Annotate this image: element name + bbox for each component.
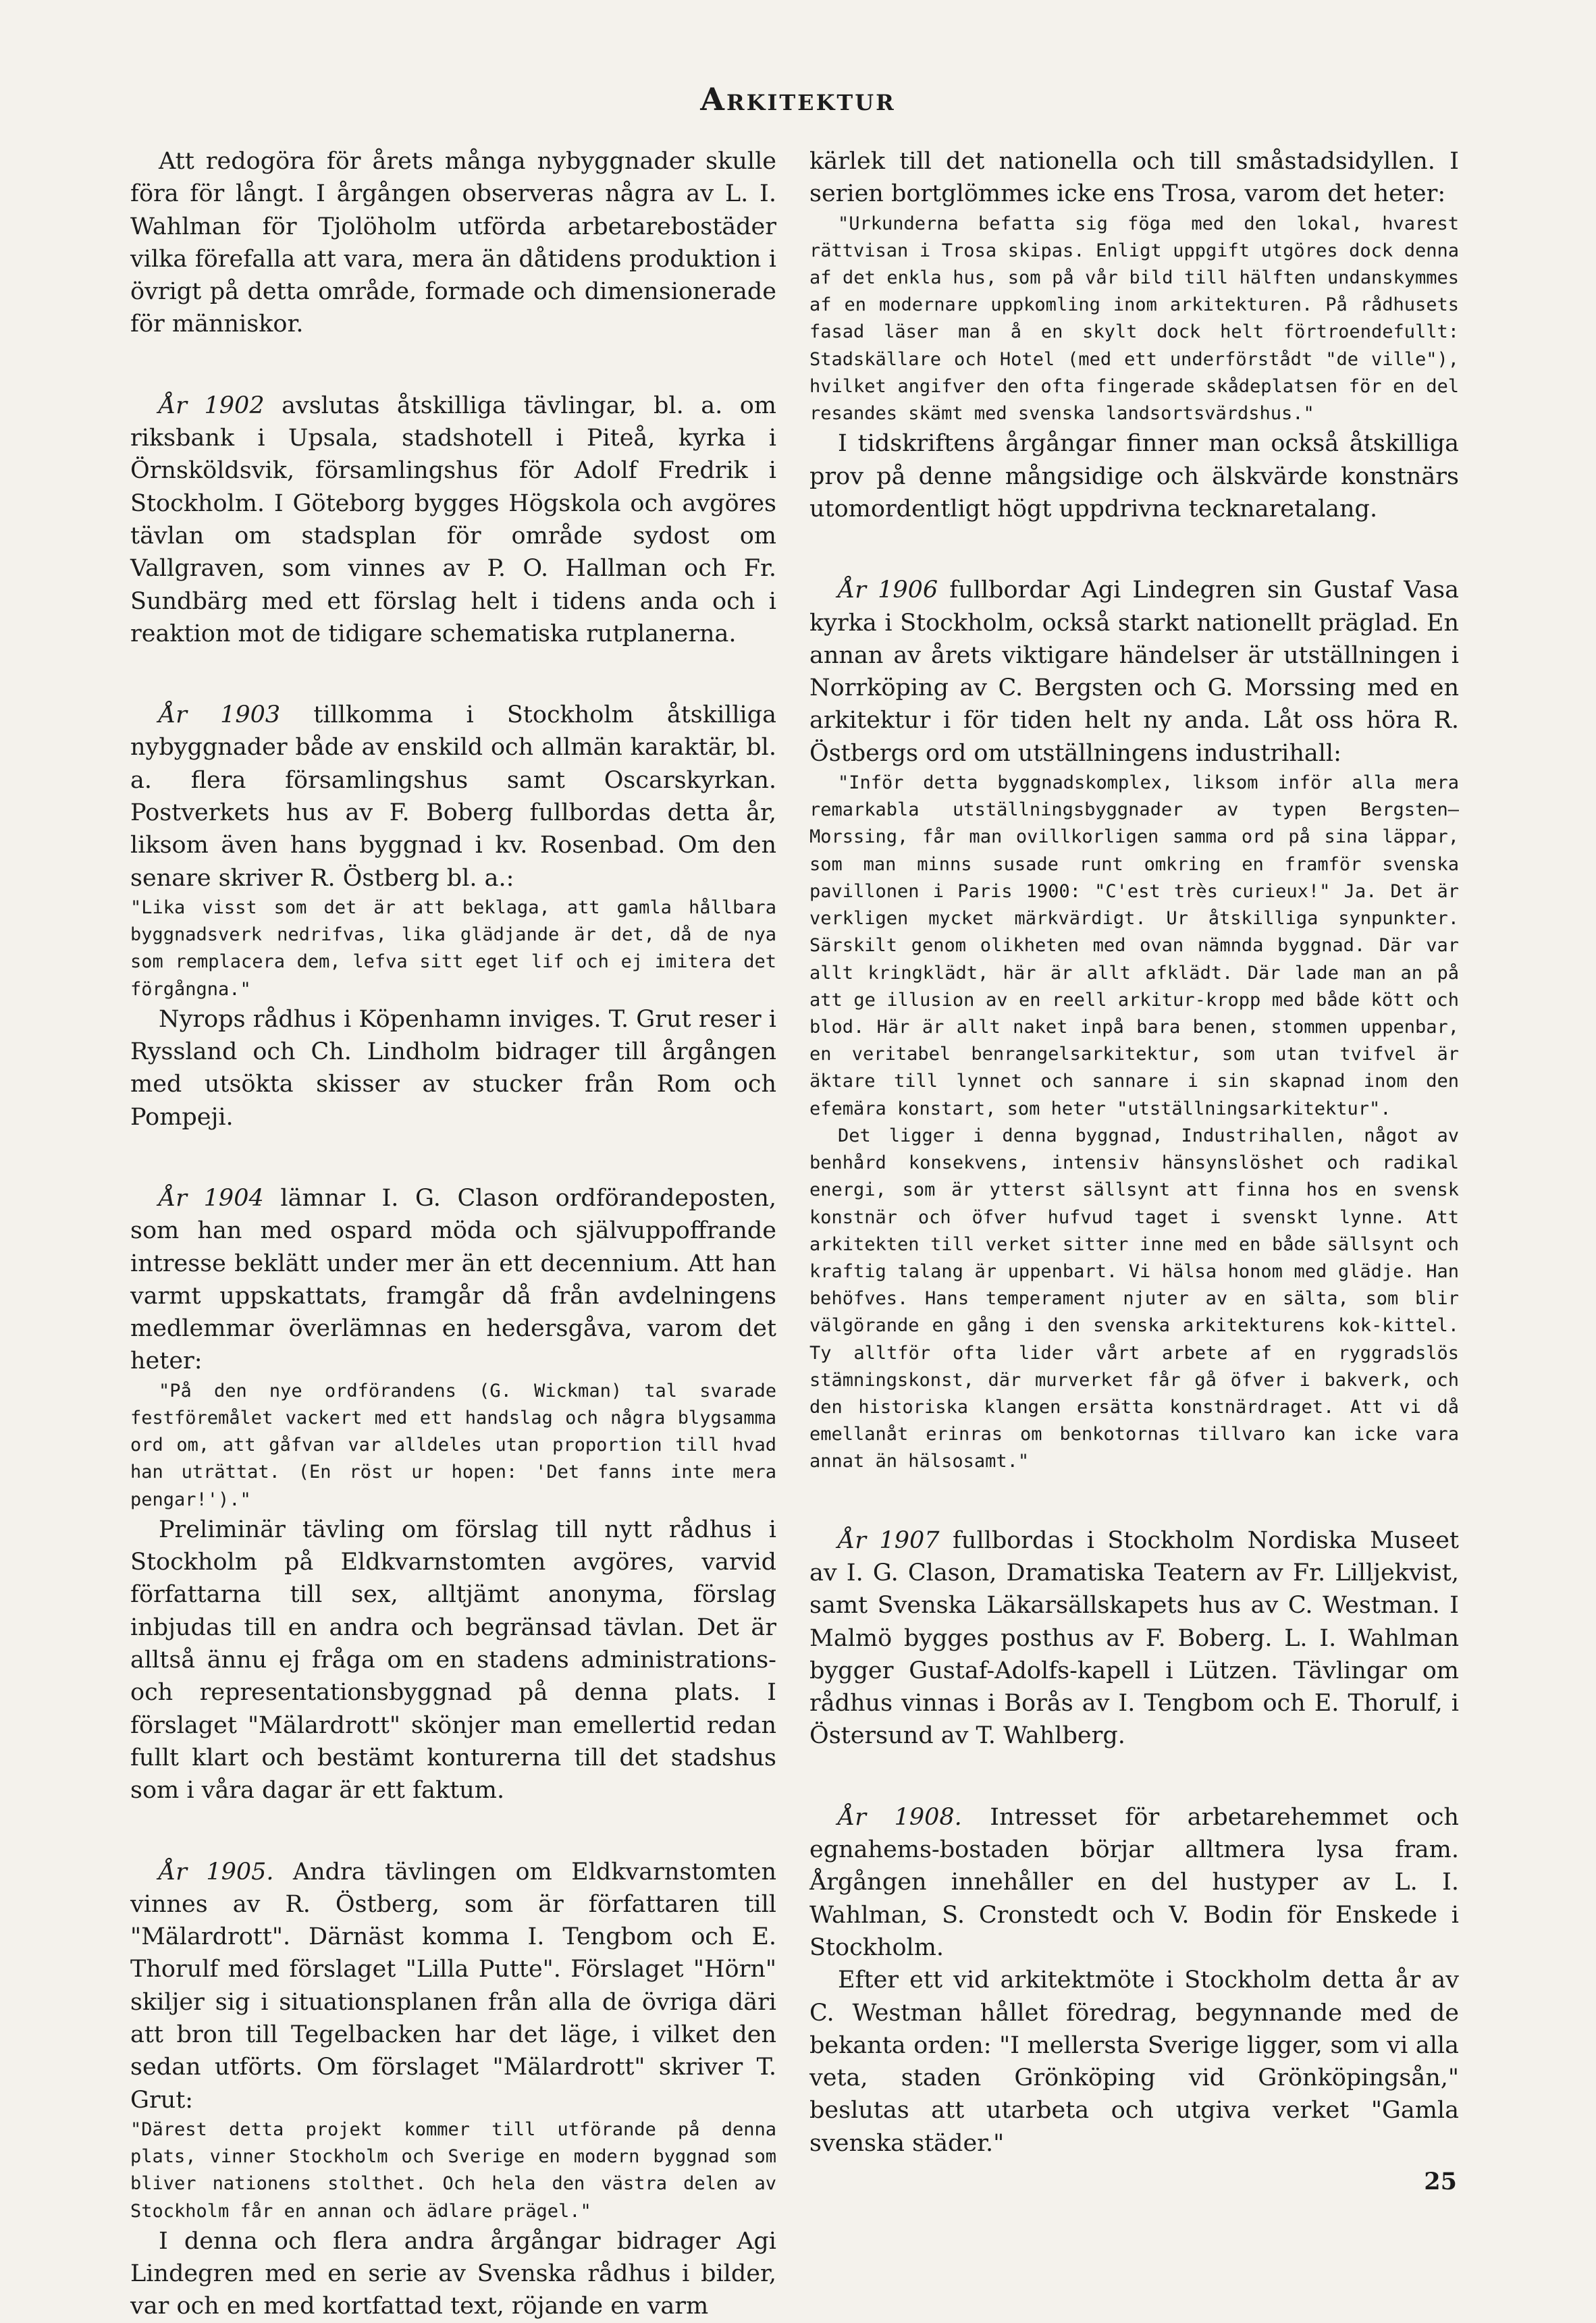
text-1907: fullbordas i Stockholm Nordiska Museet av I. G. Clason, Dramatiska Teatern av Fr. Lilljekvist, samt Svenska Läkarsällskapets hus av C. Westman. I Malmö bygges posthus av F. Boberg. L. I. Wahlman bygger Gustaf-Adolfs-kapell i Lützen. Tävlingar om rådhus vinnas i Borås av I. Tengbom och E. Thorulf, i Östersund av T. Wahlberg.: [809, 1526, 1459, 1750]
text-1903: tillkomma i Stockholm åtskilliga nybyggnader både av enskild och allmän karaktär, bl. a. flera församlingshus samt Oscarskyrkan. Postverkets hus av F. Boberg fullbordas detta år, liksom även hans byggnad i kv. Rosenbad. Om den senare skriver R. Östberg bl. a.:: [130, 701, 776, 892]
paragraph-1907: [809, 1524, 1459, 1753]
year-1908: År 1908.: [838, 1803, 962, 1831]
paragraph-1905-cont: I denna och flera andra årgångar bidrager Agi Lindegren med en serie av Svenska rådhus i bilder, var och en med kortfattad text, röjande en varm: [130, 2227, 776, 2320]
quote-trosa: "Urkunderna befatta sig föga med den lokal, hvarest rättvisan i Trosa skipas. Enligt uppgift utgöres dock denna af det enkla hus, som på vår bild till hälften undanskymmes af en modernare uppkomling inom arkitekturen. På rådhusets fasad läser man å en skylt dock helt förtroendefullt: Stadskällare och Hotel (med ett underförstådt "de ville"), hvilket angifver den ofta fingerade skådeplatsen för en del resandes skämt med svenska landsortsvärdshus.": [809, 213, 1459, 425]
paragraph-1908-cont: Efter ett vid arkitektmöte i Stockholm detta år av C. Westman hållet föredrag, begynnande med de bekanta orden: "I mellersta Sverige ligger, som vi alla veta, staden Grönköping vid Grönköpingsån," beslutas att utarbeta och utgiva verket "Gamla svenska städer.": [809, 1967, 1459, 2157]
paragraph-1902: [130, 390, 776, 650]
text-1904: lämnar I. G. Clason ordförandeposten, som han med ospard möda och självuppoffrande intresse beklätt under mer än ett decennium. Att han varmt uppskattats, framgår då från avdelningens medlemmar överlämnas en hedersgåva, varom det heter:: [130, 1185, 776, 1375]
year-1905: År 1905.: [159, 1858, 274, 1886]
intro-paragraph: Att redogöra för årets många nybyggnader skulle föra för långt. I årgången observeras några av L. I. Wahlman för Tjolöholm utförda arbetarebostäder vilka förefalla att vara, mera än dåtidens produktion i övrigt på detta område, formade och dimensionerade för människor.: [130, 148, 776, 338]
paragraph-1903-cont: Nyrops rådhus i Köpenhamn inviges. T. Grut reser i Ryssland och Ch. Lindholm bidrager till årgången med utsökta skisser av stucker från Rom och Pompeji.: [130, 1005, 776, 1131]
quote-ostberg-1906: "Inför detta byggnadskomplex, liksom inför alla mera remarkabla utställningsbyggnader av typen Bergsten—Morssing, får man ovillkorligen samma ord på sina läppar, som man minns susade runt omkring en framför svenska pavillonen i Paris 1900: "C'est très curieux!" Ja. Det är verkligen mycket märkvärdigt. Ur åtskilliga synpunkter. Särskilt genom olikheten med ovan nämnda byggnad. Där var allt kringklädt, här är allt afklädt. Där lade man an på att ge illusion av en reell arkitur-kropp med både kött och blod. Här är allt naket inpå bara benen, stommen uppenbar, en veritabel benrangelsarkitektur, som utan tvifvel är äktare till lynnet och sannare i sin skapnad inom den efemära konstart, som heter "utställningsarkitektur".: [809, 772, 1459, 1119]
quote-grut-1905: "Därest detta projekt kommer till utförande på denna plats, vinner Stockholm och Sverige en modern byggnad som bliver nationens stolthet. Och hela den västra delen av Stockholm får en annan och ädlare prägel.": [130, 2118, 776, 2222]
page-title: Arkitektur: [700, 81, 896, 117]
year-1904: År 1904: [159, 1185, 264, 1212]
year-1902: År 1902: [159, 392, 265, 419]
right-column: [809, 145, 1459, 2160]
paragraph-trosa: kärlek till det nationella och till småstadsidyllen. I serien bortglömmes icke ens Trosa, varom det heter:: [809, 148, 1459, 208]
year-1907: År 1907: [838, 1526, 940, 1554]
paragraph-1904-cont: Preliminär tävling om förslag till nytt rådhus i Stockholm på Eldkvarnstomten avgöres, varvid författarna till sex, alltjämt anonyma, förslag inbjudas till en andra och begränsad tävlan. Det är alltså ännu ej fråga om en stadens administrations- och representationsbyggnad på denna plats. I förslaget "Mälardrott" skönjer man emellertid redan fullt klart och bestämt konturerna till det stadshus som i våra dagar är ett faktum.: [130, 1516, 776, 1805]
text-1905: Andra tävlingen om Eldkvarnstomten vinnes av R. Östberg, som är författaren till "Mälardrott". Därnäst komma I. Tengbom och E. Thorulf med förslaget "Lilla Putte". Förslaget "Hörn" skiljer sig i situationsplanen från alla de övriga däri att bron till Tegelbacken har det läge, i vilket den sedan utförts. Om förslaget "Mälardrott" skriver T. Grut:: [130, 1858, 776, 2114]
quote-ostberg-1903: "Lika visst som det är att beklaga, att gamla hållbara byggnadsverk nedrifvas, lika glädjande är det, då de nya som remplacera dem, lefva sitt eget lif och ej imitera det förgångna.": [130, 897, 776, 1000]
quote-wickman-1904: "På den nye ordförandens (G. Wickman) tal svarade festföremålet vackert med ett handslag och några blygsamma ord om, att gåfvan var alldeles utan proportion till hvad han uträttat. (En röst ur hopen: 'Det fanns inte mera pengar!').": [130, 1380, 776, 1510]
year-1906: År 1906: [838, 577, 938, 604]
text-1908: Intresset för arbetarehemmet och egnahems-bostaden börjar alltmera lysa fram. Årgången innehåller en del hustyper av L. I. Wahlman, S. Cronstedt och V. Bodin för Enskede i Stockholm.: [809, 1803, 1459, 1961]
paragraph-1908: [809, 1801, 1459, 1964]
paragraph-1905: [130, 1856, 776, 2116]
text-1902: avslutas åtskilliga tävlingar, bl. a. om riksbank i Upsala, stadshotell i Piteå, kyrka i Örnsköldsvik, församlingshus för Adolf Fredrik i Stockholm. I Göteborg bygges Högskola och avgöres tävlan om stadsplan för område sydost om Vallgraven, som vinnes av P. O. Hallman och Fr. Sundbärg med ett förslag helt i tidens anda och i reaktion mot de tidigare schematiska rutplanerna.: [130, 392, 776, 647]
quote-ostberg-1906-cont: Det ligger i denna byggnad, Industrihallen, något av benhård konsekvens, intensiv hänsynslöshet och radikal energi, som är ytterst sällsynt att finna hos en svensk konstnär och öfver hufvud taget i svenskt lynne. Att arkitekten till verket sitter inne med en både sällsynt och kraftig talang är uppenbart. Vi hälsa honom med glädje. Han behöfves. Hans temperament njuter av en sälta, som blir välgörande en gång i den svenska arkitekturens kok-kittel. Ty alltför ofta lider vårt arbete af en ryggradslös stämningskonst, där murverket får gå öfver i bakverk, och den historiska klangen ersätta konstnärdraget. Att vi då emellanåt erinras om benkotornas tillvaro kan icke vara annat än hälsosamt.": [809, 1125, 1459, 1472]
paragraph-tecknaretalang: I tidskriftens årgångar finner man också åtskilliga prov på denne mångsidige och älskvärde konstnärs utomordentligt högt uppdrivna tecknaretalang.: [809, 430, 1459, 523]
year-1903: År 1903: [159, 701, 281, 729]
paragraph-1903: [130, 699, 776, 895]
paragraph-1904: [130, 1182, 776, 1378]
paragraph-1906: [809, 574, 1459, 770]
left-column: [130, 145, 776, 2323]
text-1906: fullbordar Agi Lindegren sin Gustaf Vasa kyrka i Stockholm, också starkt nationellt präglad. En annan av årets viktigare händelser är utställningen i Norrköping av C. Bergsten och G. Morssing med en arkitektur i för tiden helt ny anda. Låt oss höra R. Östbergs ord om utställningens industrihall:: [809, 577, 1459, 767]
page-number: 25: [1424, 2168, 1457, 2195]
